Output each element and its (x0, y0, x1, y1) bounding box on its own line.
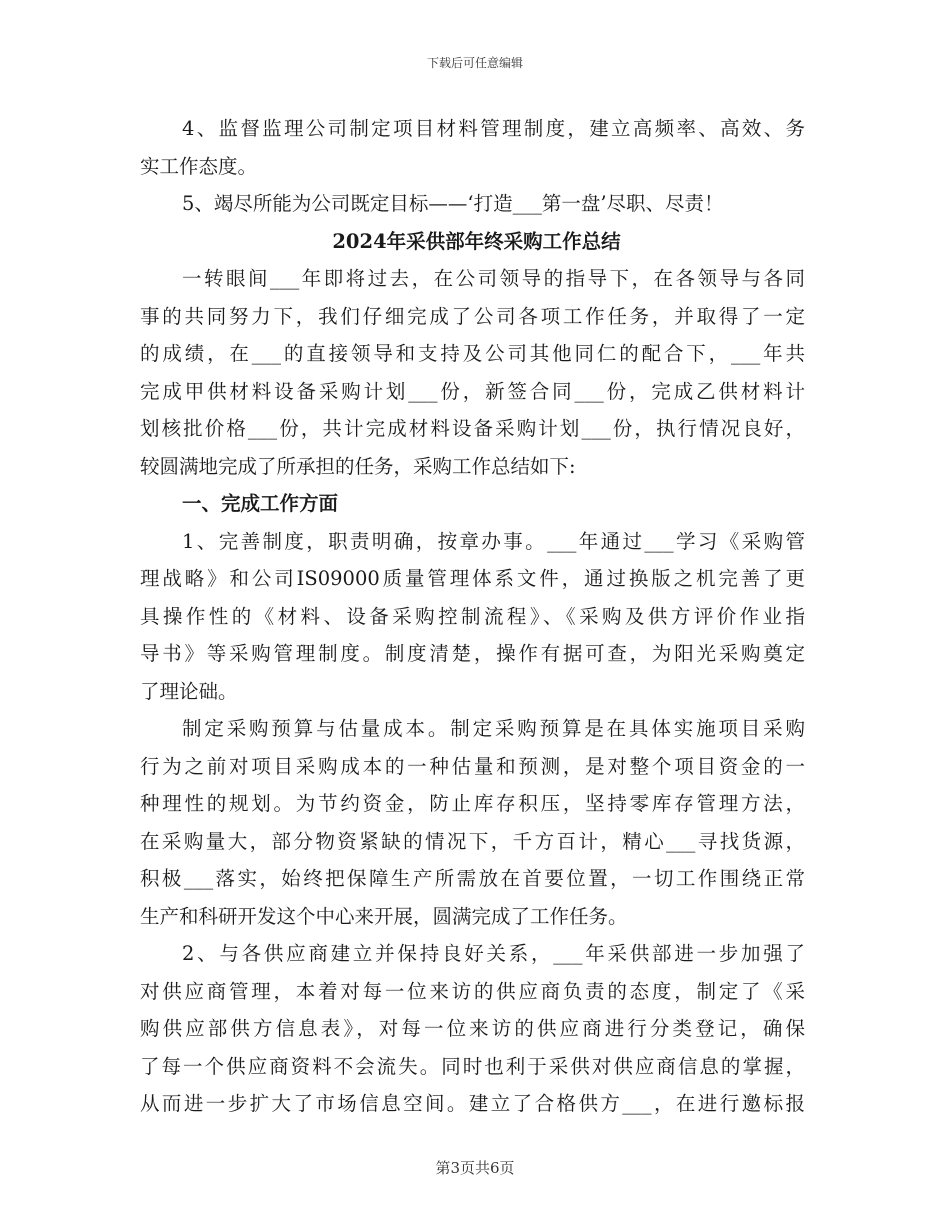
para1-line-5: 划核批价格___份，共计完成材料设备采购计划___份，执行情况良好， (140, 417, 805, 440)
para2-line-1: 1、完善制度，职责明确，按章办事。___年通过___学习《采购管 (182, 529, 805, 553)
para3-line-5: 积极___落实，始终把保障生产所需放在首要位置，一切工作围绕正常 (140, 867, 805, 890)
intro-line-3: 5、竭尽所能为公司既定目标——‘打造___第一盘’尽职、尽责！ (182, 192, 724, 215)
para2-line-3: 具操作性的《材料、设备采购控制流程》、《采购及供方评价作业指 (140, 604, 805, 628)
para3-line-3: 种理性的规划。为节约资金，防止库存积压，坚持零库存管理方法， (140, 792, 805, 815)
intro-line-2: 实工作态度。 (140, 154, 258, 178)
para3-line-2: 行为之前对项目采购成本的一种估量和预测，是对整个项目资金的一 (140, 754, 805, 778)
document-title: 2024年采供部年终采购工作总结 (332, 229, 621, 253)
para3-line-1: 制定采购预算与估量成本。制定采购预算是在具体实施项目采购 (182, 717, 805, 740)
para1-line-3: 的成绩，在___的直接领导和支持及公司其他同仁的配合下，___年共 (140, 342, 805, 365)
para2-line-2: 理战略》和公司IS09000质量管理体系文件，通过换版之机完善了更 (140, 567, 805, 590)
intro-line-1: 4、监督监理公司制定项目材料管理制度，建立高频率、高效、务 (182, 117, 805, 140)
section-heading: 一、完成工作方面 (182, 492, 339, 515)
para1-line-6: 较圆满地完成了所承担的任务，采购工作总结如下: (140, 454, 576, 478)
para4-line-1: 2、与各供应商建立并保持良好关系，___年采供部进一步加强了 (182, 942, 805, 965)
page-header-note: 下载后可任意编辑 (426, 56, 523, 70)
para2-line-4: 导书》等采购管理制度。制度清楚，操作有据可查，为阳光采购奠定 (140, 642, 805, 665)
para4-line-4: 了每一个供应商资料不会流失。同时也利于采供对供应商信息的掌握， (140, 1054, 805, 1078)
para4-line-3: 购供应部供方信息表》，对每一位来访的供应商进行分类登记，确保 (140, 1017, 805, 1040)
para3-line-4: 在采购量大，部分物资紧缺的情况下，千方百计，精心___寻找货源， (140, 829, 805, 853)
para2-line-5: 了理论础。 (140, 679, 238, 703)
page-number: 第3页共6页 (435, 1159, 515, 1177)
para4-line-2: 对供应商管理，本着对每一位来访的供应商负责的态度，制定了《采 (140, 979, 805, 1003)
para1-line-1: 一转眼间___年即将过去，在公司领导的指导下，在各领导与各同 (182, 267, 805, 290)
para4-line-5: 从而进一步扩大了市场信息空间。建立了合格供方___，在进行邀标报 (140, 1092, 805, 1115)
para1-line-2: 事的共同努力下，我们仔细完成了公司各项工作任务，并取得了一定 (140, 304, 805, 328)
para3-line-6: 生产和科研开发这个中心来开展，圆满完成了工作任务。 (140, 904, 628, 928)
document-body (140, 110, 805, 1123)
para1-line-4: 完成甲供材料设备采购计划___份，新签合同___份，完成乙供材料计 (140, 379, 805, 403)
